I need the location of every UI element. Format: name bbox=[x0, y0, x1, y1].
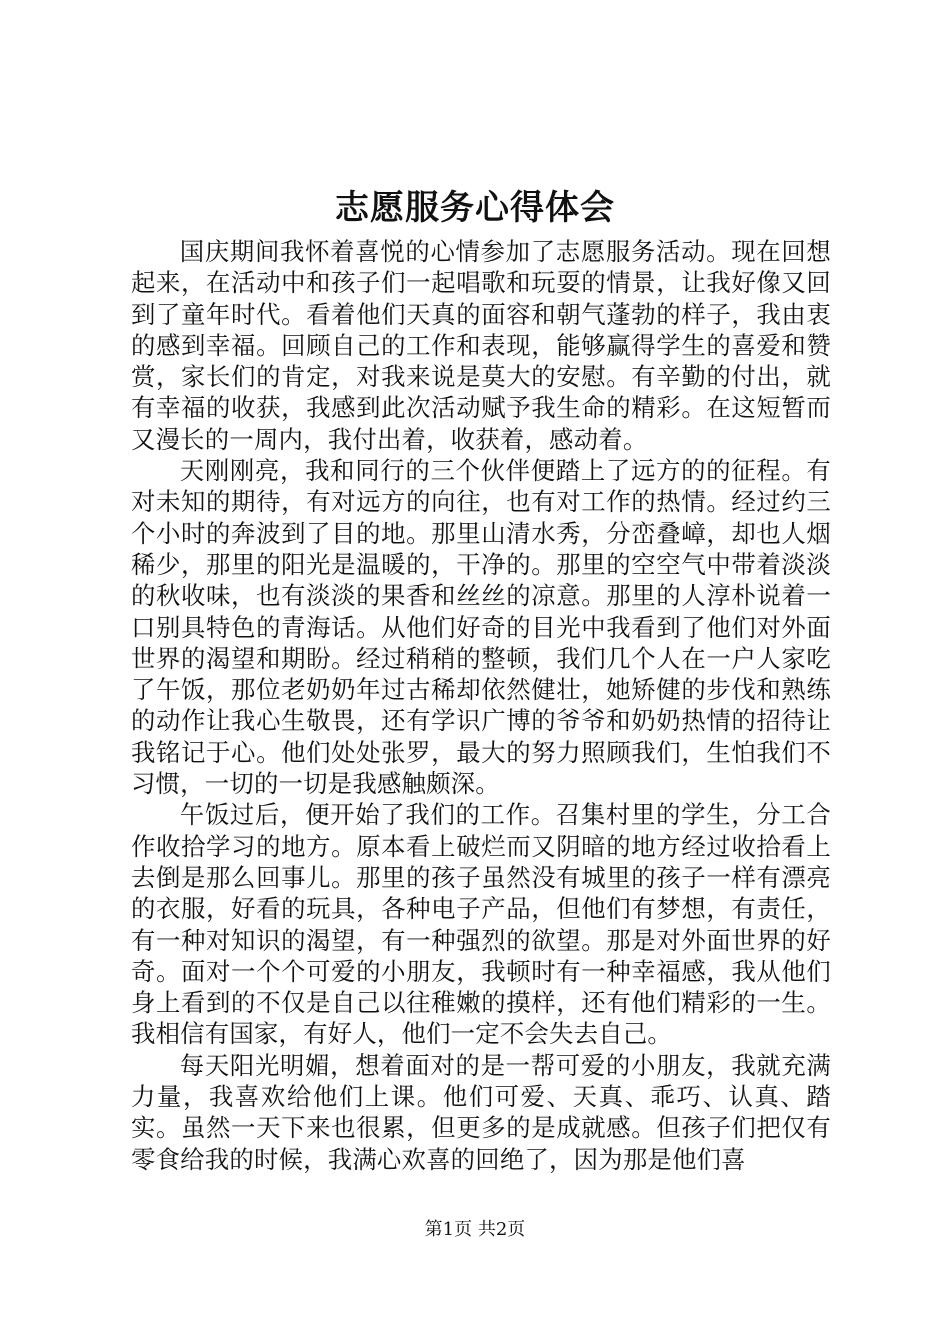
paragraph: 国庆期间我怀着喜悦的心情参加了志愿服务活动。现在回想起来，在活动中和孩子们一起唱歌和玩耍的情景，让我好像又回到了童年时代。看着他们天真的面容和朝气蓬勃的样子，我由衷的感到幸福。回顾自己的工作和表现，能够赢得学生的喜爱和赞赏，家长们的肯定，对我来说是莫大的安慰。有辛勤的付出，就有幸福的收获，我感到此次活动赋予我生命的精彩。在这短暂而又漫长的一周内，我付出着，收获着，感动着。 bbox=[131, 237, 831, 454]
paragraph: 午饭过后，便开始了我们的工作。召集村里的学生，分工合作收拾学习的地方。原本看上破烂而又阴暗的地方经过收拾看上去倒是那么回事儿。那里的孩子虽然没有城里的孩子一样有漂亮的衣服，好看的玩具，各种电子产品，但他们有梦想，有责任，有一种对知识的渴望，有一种强烈的欲望。那是对外面世界的好奇。面对一个个可爱的小朋友，我顿时有一种幸福感，我从他们身上看到的不仅是自己以往稚嫩的摸样，还有他们精彩的一生。我相信有国家，有好人，他们一定不会失去自己。 bbox=[131, 800, 831, 1049]
paragraph: 每天阳光明媚，想着面对的是一帮可爱的小朋友，我就充满力量，我喜欢给他们上课。他们可爱、天真、乖巧、认真、踏实。虽然一天下来也很累，但更多的是成就感。但孩子们把仅有零食给我的时候，我满心欢喜的回绝了，因为那是他们喜 bbox=[131, 1050, 831, 1174]
document-body bbox=[131, 236, 831, 1175]
paragraph: 天刚刚亮，我和同行的三个伙伴便踏上了远方的的征程。有对未知的期待，有对远方的向往，也有对工作的热情。经过约三个小时的奔波到了目的地。那里山清水秀，分峦叠嶂，却也人烟稀少，那里的阳光是温暖的，干净的。那里的空空气中带着淡淡的秋收味，也有淡淡的果香和丝丝的凉意。那里的人淳朴说着一口别具特色的青海话。从他们好奇的目光中我看到了他们对外面世界的渴望和期盼。经过稍稍的整顿，我们几个人在一户人家吃了午饭，那位老奶奶年过古稀却依然健壮，她矫健的步伐和熟练的动作让我心生敬畏，还有学识广博的爷爷和奶奶热情的招待让我铭记于心。他们处处张罗，最大的努力照顾我们，生怕我们不习惯，一切的一切是我感触颇深。 bbox=[131, 456, 831, 799]
page-number-footer: 第1页 共2页 bbox=[424, 1219, 526, 1240]
document-title: 志愿服务心得体会 bbox=[335, 188, 615, 228]
